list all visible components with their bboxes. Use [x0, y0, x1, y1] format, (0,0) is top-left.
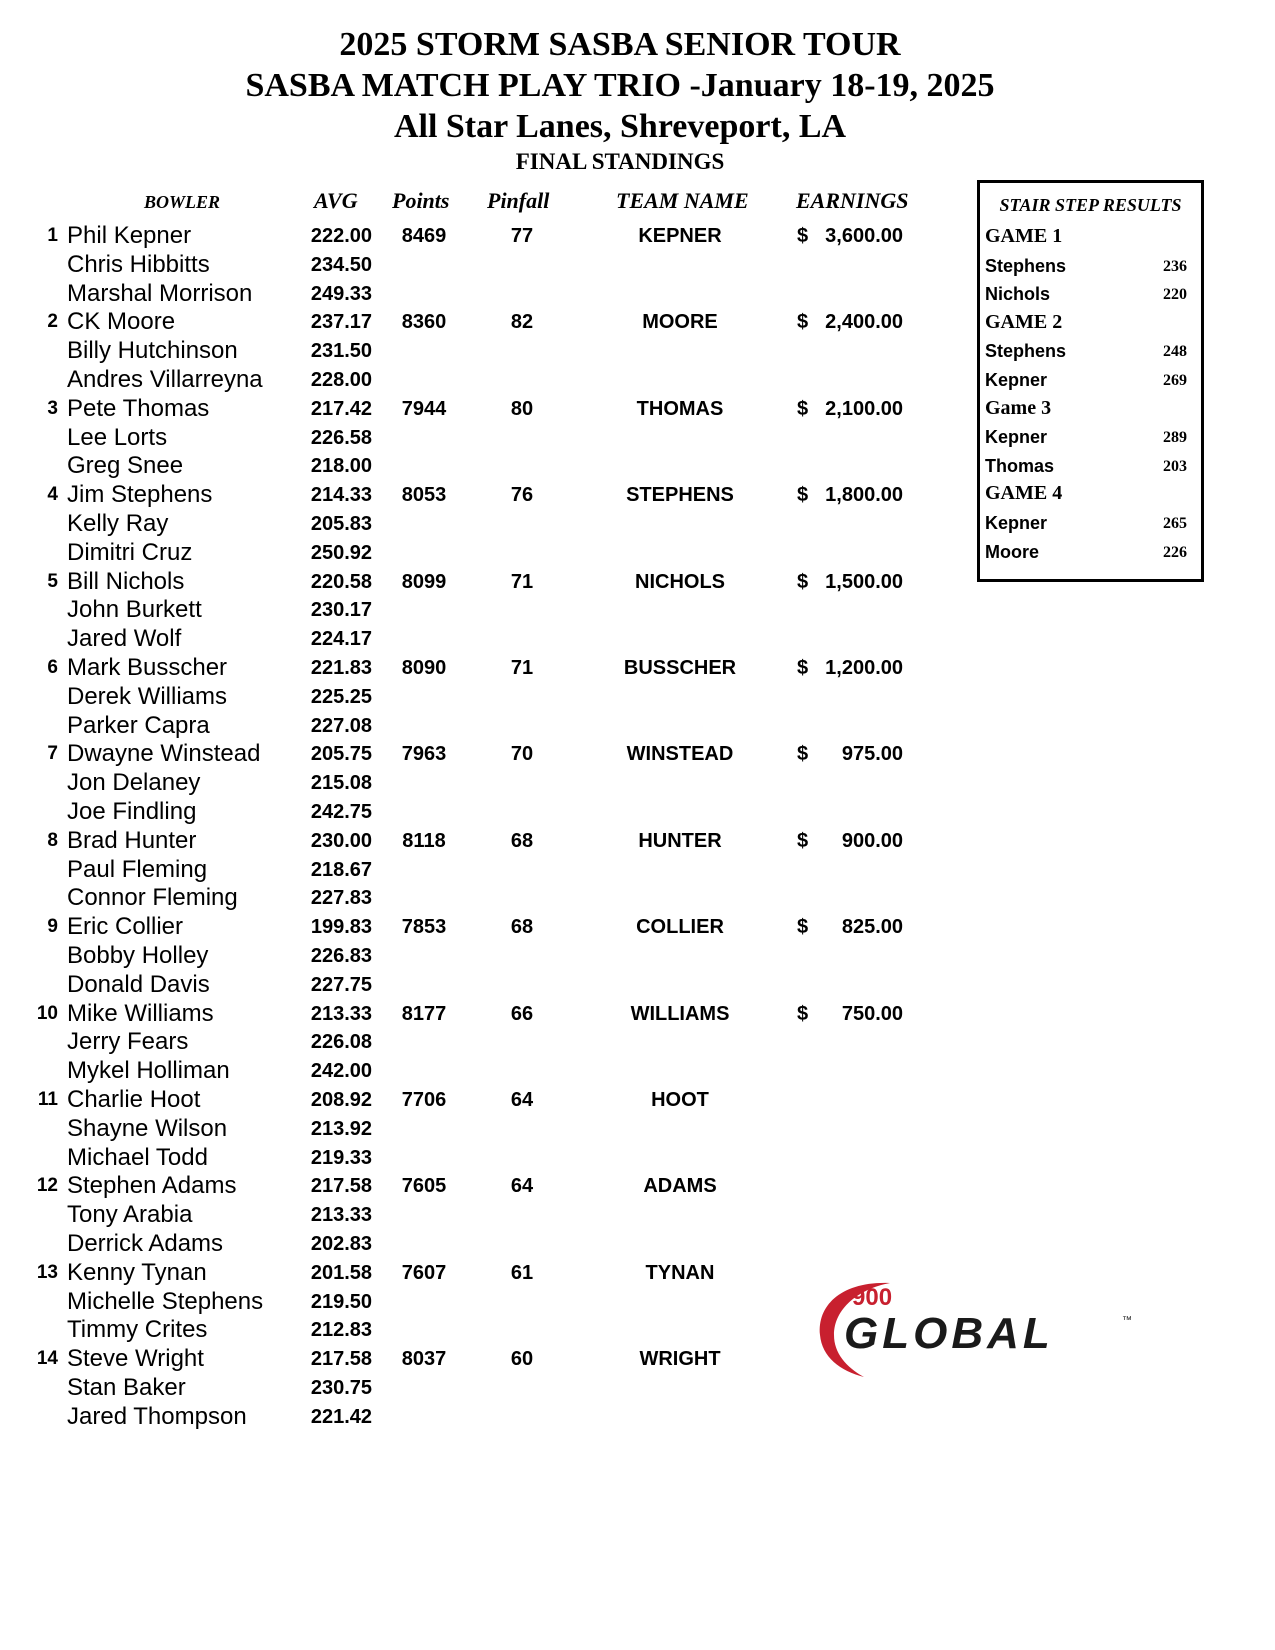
table-row [0, 1403, 950, 1433]
table-row [0, 683, 950, 713]
team-points: 7963 [401, 743, 447, 766]
team-name: NICHOLS [635, 570, 725, 593]
stair-game-heading [985, 482, 1197, 510]
team-points: 8037 [401, 1348, 447, 1371]
team-earnings: 975.00 [841, 743, 903, 766]
logo-number: 900 [852, 1284, 893, 1311]
team-name: TYNAN [645, 1261, 715, 1284]
bowler-average: 227.83 [310, 887, 372, 910]
table-row [0, 1057, 950, 1087]
team-pinfall: 61 [510, 1261, 534, 1284]
bowler-average: 227.75 [310, 973, 372, 996]
bowler-name: Michelle Stephens [67, 1287, 264, 1315]
team-pinfall: 68 [510, 829, 534, 852]
bowler-name: Charlie Hoot [67, 1086, 201, 1113]
team-rank: 10 [36, 1002, 58, 1024]
bowler-name: Jon Delaney [67, 769, 201, 797]
team-rank: 6 [47, 657, 58, 678]
table-row [0, 337, 950, 367]
team-points: 7706 [401, 1089, 447, 1111]
bowler-name: Timmy Crites [67, 1316, 208, 1344]
team-rank: 13 [36, 1261, 58, 1283]
table-row [0, 308, 950, 338]
bowler-name: Jerry Fears [67, 1028, 189, 1056]
bowler-average: 208.92 [310, 1089, 372, 1111]
bowler-name: Jared Wolf [67, 625, 182, 653]
stair-result-row [985, 425, 1197, 453]
team-rank: 7 [47, 743, 58, 765]
stair-result-row [985, 540, 1197, 568]
team-earnings: 2,100.00 [825, 397, 903, 420]
team-points: 7607 [401, 1261, 447, 1284]
bowler-name: Lee Lorts [67, 423, 168, 451]
team-name: BUSSCHER [623, 657, 737, 679]
bowler-average: 219.33 [310, 1146, 372, 1169]
bowler-average: 250.92 [310, 541, 372, 564]
table-row [0, 510, 950, 540]
bowler-name: Bobby Holley [67, 942, 209, 969]
bowler-average: 226.58 [310, 426, 372, 449]
table-row [0, 481, 950, 511]
table-row [0, 856, 950, 886]
team-rank: 5 [47, 570, 58, 592]
stair-bowler-score: 203 [1163, 457, 1187, 475]
stair-result-row [985, 339, 1197, 367]
stair-step-title: STAIR STEP RESULTS [999, 195, 1182, 215]
table-row [0, 251, 950, 281]
bowler-average: 201.58 [310, 1261, 372, 1284]
bowler-name: CK Moore [67, 308, 176, 336]
stair-result-row [985, 254, 1197, 282]
bowler-name: Jim Stephens [67, 481, 213, 509]
team-points: 8177 [401, 1002, 447, 1025]
team-rank: 12 [36, 1175, 58, 1197]
bowler-average: 242.75 [310, 801, 372, 823]
event-title: SASBA MATCH PLAY TRIO -January 18-19, 2025 [245, 67, 995, 104]
team-rank: 4 [47, 484, 58, 506]
table-row [0, 827, 950, 857]
table-row [0, 1115, 950, 1145]
stair-bowler-score: 289 [1163, 429, 1187, 447]
table-row [0, 1028, 950, 1058]
bowler-name: Kenny Tynan [67, 1258, 207, 1286]
bowler-name: Steve Wright [67, 1345, 204, 1373]
table-row [0, 366, 950, 396]
bowler-name: Dimitri Cruz [67, 538, 193, 566]
stair-bowler-score: 226 [1163, 543, 1187, 561]
team-rank: 2 [47, 311, 58, 333]
bowler-name: Parker Capra [67, 711, 210, 739]
column-header-avg: AVG [314, 188, 358, 213]
standings-title: FINAL STANDINGS [515, 149, 725, 174]
table-row [0, 884, 950, 914]
team-name: THOMAS [636, 397, 724, 420]
column-header-pinfall: Pinfall [487, 188, 550, 213]
team-points: 8469 [401, 225, 447, 247]
stair-game-label: GAME 2 [985, 310, 1063, 333]
team-earnings: 1,500.00 [825, 570, 903, 593]
stair-bowler-name: Kepner [985, 370, 1048, 390]
bowler-name: Mark Busscher [67, 654, 228, 681]
bowler-average: 205.83 [310, 513, 372, 535]
stair-step-results-box [977, 180, 1204, 582]
bowler-name: Mykel Holliman [67, 1057, 230, 1085]
team-name: STEPHENS [626, 484, 734, 507]
team-pinfall: 71 [510, 570, 534, 593]
table-row [0, 1259, 950, 1289]
bowler-name: Andres Villarreyna [67, 366, 263, 393]
bowler-average: 230.17 [310, 599, 372, 622]
currency-symbol: $ [797, 743, 809, 766]
stair-result-row [985, 454, 1197, 482]
stair-bowler-score: 236 [1163, 257, 1187, 275]
table-row [0, 1201, 950, 1231]
table-row [0, 1230, 950, 1260]
stair-game-label: GAME 1 [985, 225, 1063, 247]
bowler-name: Bill Nichols [67, 567, 185, 595]
team-name: ADAMS [643, 1175, 717, 1198]
team-earnings: 825.00 [841, 916, 903, 939]
bowler-average: 221.83 [310, 657, 372, 679]
bowler-name: Tony Arabia [67, 1201, 193, 1229]
bowler-average: 222.00 [310, 225, 372, 247]
column-header-team-name: TEAM NAME [616, 188, 749, 213]
currency-symbol: $ [797, 311, 809, 334]
table-row [0, 971, 950, 1001]
bowler-average: 213.33 [310, 1204, 372, 1227]
column-header-bowler: BOWLER [144, 192, 221, 212]
bowler-name: Mike Williams [67, 999, 214, 1027]
bowler-name: Chris Hibbitts [67, 250, 210, 278]
team-points: 8053 [401, 484, 447, 507]
column-header-points: Points [392, 188, 450, 213]
currency-symbol: $ [797, 484, 809, 507]
team-name: WRIGHT [639, 1348, 721, 1371]
logo-word: GLOBAL [844, 1309, 1054, 1358]
team-rank: 9 [47, 916, 58, 938]
bowler-name: Jared Thompson [67, 1402, 247, 1430]
currency-symbol: $ [797, 225, 809, 247]
team-name: HUNTER [638, 829, 722, 852]
table-row [0, 654, 950, 684]
currency-symbol: $ [797, 657, 809, 679]
stair-game-heading [985, 311, 1197, 339]
bowler-average: 220.58 [310, 570, 372, 593]
table-row [0, 712, 950, 742]
bowler-average: 218.67 [310, 858, 372, 881]
team-pinfall: 60 [510, 1348, 534, 1371]
bowler-average: 212.83 [310, 1319, 372, 1342]
team-name: COLLIER [636, 916, 724, 939]
bowler-name: Marshal Morrison [67, 279, 253, 307]
bowler-average: 219.50 [310, 1290, 372, 1313]
team-pinfall: 64 [510, 1089, 534, 1111]
bowler-name: Greg Snee [67, 452, 184, 480]
team-rank: 11 [37, 1089, 58, 1110]
bowler-name: Donald Davis [67, 970, 210, 998]
stair-bowler-score: 265 [1163, 515, 1187, 532]
stair-game-heading [985, 397, 1197, 425]
team-name: KEPNER [638, 225, 722, 247]
bowler-average: 237.17 [310, 311, 372, 334]
team-points: 8099 [401, 570, 447, 593]
team-earnings: 3,600.00 [825, 225, 903, 247]
bowler-average: 226.83 [310, 945, 372, 967]
table-row [0, 1288, 950, 1318]
currency-symbol: $ [797, 570, 809, 593]
team-name: HOOT [651, 1089, 709, 1111]
team-rank: 14 [36, 1348, 58, 1370]
stair-bowler-score: 248 [1163, 343, 1187, 361]
bowler-name: Billy Hutchinson [67, 337, 238, 365]
team-rank: 3 [47, 397, 58, 419]
team-points: 7605 [401, 1175, 447, 1198]
bowler-name: Brad Hunter [67, 826, 197, 854]
bowler-average: 205.75 [310, 743, 372, 766]
stair-result-row [985, 511, 1197, 539]
team-pinfall: 64 [510, 1175, 534, 1198]
team-earnings: 2,400.00 [825, 311, 903, 334]
bowler-average: 230.00 [310, 829, 372, 852]
table-row [0, 769, 950, 799]
team-pinfall: 66 [510, 1002, 534, 1025]
bowler-average: 215.08 [310, 772, 372, 795]
team-pinfall: 71 [510, 657, 534, 679]
stair-result-row [985, 368, 1197, 396]
bowler-average: 218.00 [310, 455, 372, 478]
bowler-average: 217.58 [310, 1175, 372, 1198]
team-pinfall: 76 [510, 484, 534, 507]
bowler-name: Phil Kepner [67, 222, 192, 249]
logo-tm: ™ [1122, 1315, 1132, 1326]
table-row [0, 625, 950, 655]
table-row [0, 1374, 950, 1404]
bowler-name: Connor Fleming [67, 884, 238, 912]
stair-bowler-name: Kepner [985, 427, 1048, 448]
team-pinfall: 68 [510, 916, 534, 939]
bowler-average: 202.83 [310, 1233, 372, 1255]
stair-bowler-score: 220 [1163, 286, 1187, 304]
team-points: 8360 [401, 311, 447, 334]
stair-bowler-name: Stephens [985, 255, 1067, 276]
stair-game-label: GAME 4 [985, 482, 1063, 505]
bowler-name: Dwayne Winstead [67, 740, 261, 768]
currency-symbol: $ [797, 1002, 809, 1025]
bowler-average: 227.08 [310, 714, 372, 737]
event-location: All Star Lanes, Shreveport, LA [393, 108, 847, 145]
stair-bowler-score: 269 [1163, 372, 1187, 389]
column-header-earnings: EARNINGS [796, 188, 909, 213]
stair-result-row [985, 282, 1197, 310]
bowler-average: 217.58 [310, 1348, 372, 1371]
bowler-average: 217.42 [310, 397, 372, 420]
bowler-name: Stephen Adams [67, 1172, 237, 1200]
stair-bowler-name: Thomas [985, 455, 1055, 476]
bowler-name: Pete Thomas [67, 394, 210, 422]
stair-bowler-name: Kepner [985, 513, 1048, 533]
team-pinfall: 77 [510, 225, 534, 247]
bowler-average: 226.08 [310, 1031, 372, 1054]
bowler-average: 234.50 [310, 253, 372, 276]
team-name: MOORE [642, 311, 718, 334]
team-points: 8090 [401, 657, 447, 679]
team-pinfall: 82 [510, 311, 534, 334]
team-rank: 1 [47, 225, 58, 246]
stair-bowler-name: Nichols [985, 284, 1051, 305]
stair-bowler-name: Stephens [985, 341, 1067, 362]
bowler-average: 242.00 [310, 1060, 372, 1083]
table-row [0, 1316, 950, 1346]
bowler-name: Shayne Wilson [67, 1114, 228, 1142]
bowler-name: Stan Baker [67, 1374, 186, 1401]
bowler-name: Derrick Adams [67, 1230, 224, 1257]
table-row [0, 1172, 950, 1202]
bowler-average: 213.92 [310, 1117, 372, 1140]
team-rank: 8 [47, 829, 58, 851]
table-row [0, 539, 950, 569]
team-points: 8118 [402, 829, 446, 852]
stair-game-heading [985, 225, 1197, 253]
bowler-average: 221.42 [310, 1405, 372, 1428]
page-title: 2025 STORM SASBA SENIOR TOUR [339, 26, 901, 63]
bowler-average: 249.33 [310, 282, 372, 305]
bowler-average: 199.83 [310, 916, 372, 939]
team-earnings: 900.00 [841, 829, 903, 852]
table-row [0, 798, 950, 828]
table-row [0, 222, 950, 252]
table-row [0, 568, 950, 598]
bowler-name: Joe Findling [67, 798, 197, 825]
bowler-name: Paul Fleming [67, 855, 208, 883]
bowler-name: John Burkett [67, 596, 202, 624]
bowler-average: 231.50 [310, 340, 372, 363]
currency-symbol: $ [797, 916, 809, 939]
table-row [0, 424, 950, 454]
team-pinfall: 70 [510, 743, 534, 766]
bowler-average: 213.33 [310, 1002, 372, 1025]
table-row [0, 913, 950, 943]
currency-symbol: $ [797, 397, 809, 420]
table-row [0, 395, 950, 425]
team-name: WINSTEAD [626, 743, 734, 766]
bowler-name: Kelly Ray [67, 510, 169, 537]
table-row [0, 1086, 950, 1116]
bowler-average: 228.00 [310, 369, 372, 391]
table-row [0, 452, 950, 482]
table-row [0, 596, 950, 626]
table-row [0, 740, 950, 770]
table-row [0, 1345, 950, 1375]
bowler-name: Eric Collier [67, 913, 184, 941]
team-name: WILLIAMS [630, 1002, 730, 1025]
stair-bowler-name: Moore [985, 541, 1039, 562]
table-row [0, 1000, 950, 1030]
team-points: 7853 [401, 916, 447, 939]
table-row [0, 280, 950, 310]
bowler-average: 225.25 [310, 685, 372, 708]
currency-symbol: $ [797, 829, 809, 852]
team-pinfall: 80 [510, 397, 534, 420]
bowler-average: 214.33 [310, 484, 372, 507]
bowler-average: 230.75 [310, 1377, 372, 1399]
stair-game-label: Game 3 [985, 396, 1052, 419]
table-row [0, 942, 950, 972]
team-points: 7944 [401, 397, 447, 420]
team-earnings: 1,200.00 [825, 657, 903, 679]
bowler-average: 224.17 [310, 628, 372, 651]
team-earnings: 1,800.00 [825, 484, 903, 507]
bowler-name: Derek Williams [67, 682, 228, 710]
team-earnings: 750.00 [841, 1002, 903, 1025]
table-row [0, 1144, 950, 1174]
bowler-name: Michael Todd [67, 1143, 208, 1171]
900-global-logo [812, 1275, 1142, 1385]
